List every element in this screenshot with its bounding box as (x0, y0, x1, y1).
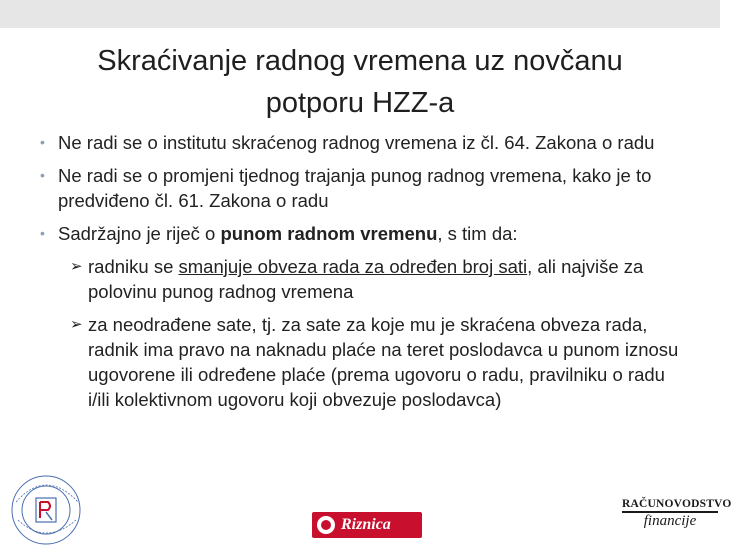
arrow-bullet-icon: ➢ (70, 316, 83, 333)
sub-bullet-item (40, 312, 690, 412)
bullet-dot-icon: • (40, 225, 45, 241)
bullet-item (40, 163, 690, 213)
racunovodstvo-logo (622, 498, 731, 538)
bullet-dot-icon: • (40, 167, 45, 183)
bullet-dot-icon: • (40, 134, 45, 150)
top-bar (0, 0, 720, 28)
title-line-1: Skraćivanje radnog vremena uz novčanu (97, 45, 623, 77)
bullet-item (40, 130, 690, 155)
racunovodstvo-logo-top: RAČUNOVODSTVO (622, 498, 718, 513)
slide-title (60, 40, 660, 124)
sub-text: za neodrađene sate, tj. za sate za koje mu je skraćena obveza rada, radnik ima pravo na naknadu plaće na teret poslodavca u punom iznosu ugovorene ili određene plaće (prema ugovoru o radu, pravilniku o radu i/ili kolektivnom ugovoru koji obvezuje poslodavca) (88, 314, 679, 410)
sub-text-pre: radniku se (88, 256, 179, 277)
bullet-item (40, 221, 690, 246)
arrow-bullet-icon: ➢ (70, 258, 83, 275)
title-line-2: potporu HZZ-a (265, 87, 455, 119)
slide-body (40, 130, 690, 420)
racunovodstvo-logo-bottom: financije (643, 513, 697, 529)
bullet-text: Ne radi se o institutu skraćenog radnog vremena iz čl. 64. Zakona o radu (58, 132, 655, 153)
bullet-text-post: , s tim da: (437, 223, 518, 244)
bullet-text-bold: punom radnom vremenu (220, 223, 438, 244)
riznica-logo (312, 512, 422, 538)
sub-bullet-item (40, 254, 690, 304)
sub-text-post: , ali najviše za polovinu punog radnog vremena (88, 256, 644, 302)
bullet-text-pre: Sadržajno je riječ o (58, 223, 221, 244)
riznica-logo-text: Riznica (341, 516, 391, 533)
riznica-emblem-icon (317, 516, 335, 534)
bullet-text: Ne radi se o promjeni tjednog trajanja punog radnog vremena, kako je to predviđeno čl. 61. Zakona o radu (58, 165, 652, 211)
sub-text-underlined: smanjuje obveza rada za određen broj sati (178, 256, 528, 277)
institution-seal-logo (6, 462, 98, 540)
